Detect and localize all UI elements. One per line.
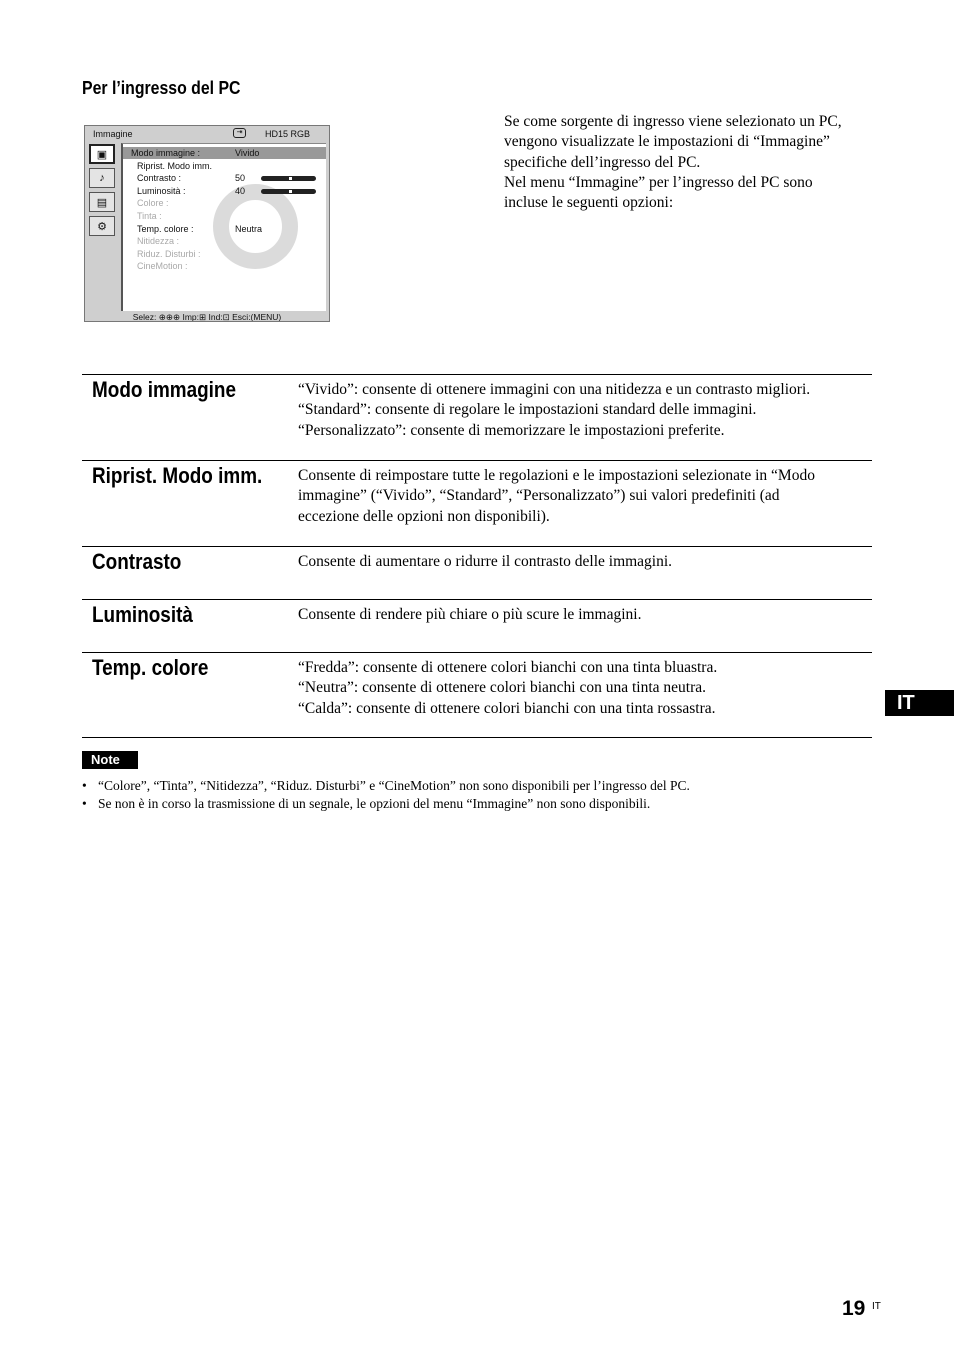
intro-line: vengono visualizzate le impostazioni di “Immagine” xyxy=(504,133,830,151)
osd-slider[interactable] xyxy=(261,176,316,181)
osd-options-panel xyxy=(121,143,326,311)
definition-term: Modo immagine xyxy=(92,377,237,402)
intro-line: Nel menu “Immagine” per l’ingresso del PC sono xyxy=(504,173,813,191)
page-language-code: IT xyxy=(872,1301,881,1312)
description-line: Consente di rendere più chiare o più scure le immagini. xyxy=(298,606,642,623)
table-bottom-rule xyxy=(82,737,872,738)
description-line: “Personalizzato”: consente di memorizzare le impostazioni preferite. xyxy=(298,421,725,439)
slider-knob[interactable] xyxy=(289,190,292,193)
slider-knob[interactable] xyxy=(289,177,292,180)
osd-row-label: Riprist. Modo imm. xyxy=(137,160,213,171)
osd-menu-row[interactable] xyxy=(123,260,326,272)
osd-menu-row[interactable] xyxy=(123,160,326,172)
description-line: Consente di reimpostare tutte le regolazioni e le impostazioni selezionate in “Modo xyxy=(298,467,815,484)
sound-tab-icon[interactable]: ♪ xyxy=(89,168,115,188)
osd-row-value: Vivido xyxy=(235,148,260,158)
osd-menu-row[interactable] xyxy=(123,235,326,247)
description-line: Consente di aumentare o ridurre il contrasto delle immagini. xyxy=(298,553,673,570)
osd-row-label: CineMotion : xyxy=(137,261,188,272)
definition-term: Riprist. Modo imm. xyxy=(92,463,263,488)
note-text: Se non è in corso la trasmissione di un segnale, le opzioni del menu “Immagine” non sono disponibili. xyxy=(98,796,651,811)
page-number: 19 xyxy=(842,1297,866,1320)
osd-row-value: 50 xyxy=(235,173,246,184)
note-text: “Colore”, “Tinta”, “Nitidezza”, “Riduz. Disturbi” e “CineMotion” non sono disponibili per l’ingresso del PC. xyxy=(98,778,690,793)
note-item xyxy=(82,777,690,795)
input-icon: ⇥ xyxy=(233,128,246,138)
definition-row xyxy=(82,599,872,652)
osd-slider[interactable] xyxy=(261,189,316,194)
osd-row-label: Temp. colore : xyxy=(137,223,194,234)
setup-tab-icon[interactable]: ⚙ xyxy=(89,216,115,236)
language-tab: IT xyxy=(885,690,954,716)
definition-row xyxy=(82,460,872,546)
osd-footer-hint: Selez: ⊕⊕⊕ Imp:⊞ Ind:⊡ Esci:(MENU) xyxy=(132,312,282,322)
osd-menu-row[interactable] xyxy=(123,147,326,159)
description-line: “Calda”: consente di ottenere colori bianchi con una tinta rossastra. xyxy=(298,699,716,717)
definition-description xyxy=(298,605,878,625)
intro-line: specifiche dell’ingresso del PC. xyxy=(504,153,701,171)
definition-term: Contrasto xyxy=(92,549,182,574)
osd-row-label: Riduz. Disturbi : xyxy=(137,248,201,259)
definition-description xyxy=(298,380,878,441)
osd-menu-screenshot xyxy=(84,125,330,322)
osd-menu-row[interactable] xyxy=(123,248,326,260)
osd-menu-row[interactable] xyxy=(123,172,326,184)
osd-row-label: Tinta : xyxy=(137,211,162,221)
description-line: “Vivido”: consente di ottenere immagini con una nitidezza e un contrasto migliori. xyxy=(298,381,811,398)
osd-menu-row[interactable] xyxy=(123,210,326,222)
intro-line: incluse le seguenti opzioni: xyxy=(504,194,674,212)
definition-description xyxy=(298,658,878,719)
note-badge: Note xyxy=(82,751,138,769)
definition-term: Temp. colore xyxy=(92,655,209,680)
description-line: “Neutra”: consente di ottenere colori bianchi con una tinta neutra. xyxy=(298,679,706,697)
osd-menu-title: Immagine xyxy=(93,129,133,139)
osd-row-label: Colore : xyxy=(137,198,169,209)
note-item xyxy=(82,795,690,813)
description-line: “Standard”: consente di regolare le impostazioni standard delle immagini. xyxy=(298,401,757,419)
bullet-icon: • xyxy=(82,796,87,811)
intro-line: Se come sorgente di ingresso viene selezionato un PC, xyxy=(504,113,842,130)
osd-row-label: Luminosità : xyxy=(137,185,186,196)
intro-paragraph xyxy=(504,112,884,213)
section-heading: Per l’ingresso del PC xyxy=(82,78,241,98)
osd-input-source: HD15 RGB xyxy=(265,129,311,139)
osd-row-label: Contrasto : xyxy=(137,173,182,184)
definition-row xyxy=(82,374,872,460)
osd-menu-row[interactable] xyxy=(123,185,326,197)
osd-row-label: Nitidezza : xyxy=(137,236,180,247)
osd-menu-row[interactable] xyxy=(123,223,326,235)
definition-description xyxy=(298,552,878,572)
bullet-icon: • xyxy=(82,778,87,793)
definition-term: Luminosità xyxy=(92,602,193,627)
osd-menu-row[interactable] xyxy=(123,197,326,209)
description-line: eccezione delle opzioni non disponibili). xyxy=(298,507,550,525)
description-line: immagine” (“Vivido”, “Standard”, “Personalizzato”) sui valori predefiniti (ad xyxy=(298,487,780,505)
notes-list xyxy=(82,777,690,813)
screen-tab-icon[interactable]: ▤ xyxy=(89,192,115,212)
picture-tab-icon[interactable]: ▣ xyxy=(89,144,115,164)
osd-row-value: Neutra xyxy=(235,223,263,234)
definition-row xyxy=(82,652,872,738)
description-line: “Fredda”: consente di ottenere colori bianchi con una tinta bluastra. xyxy=(298,659,718,676)
definition-description xyxy=(298,466,878,527)
definition-table xyxy=(82,374,872,738)
definition-row xyxy=(82,546,872,599)
osd-row-value: 40 xyxy=(235,185,246,196)
osd-row-label: Modo immagine : xyxy=(131,148,201,158)
osd-tab-bar xyxy=(89,144,119,240)
